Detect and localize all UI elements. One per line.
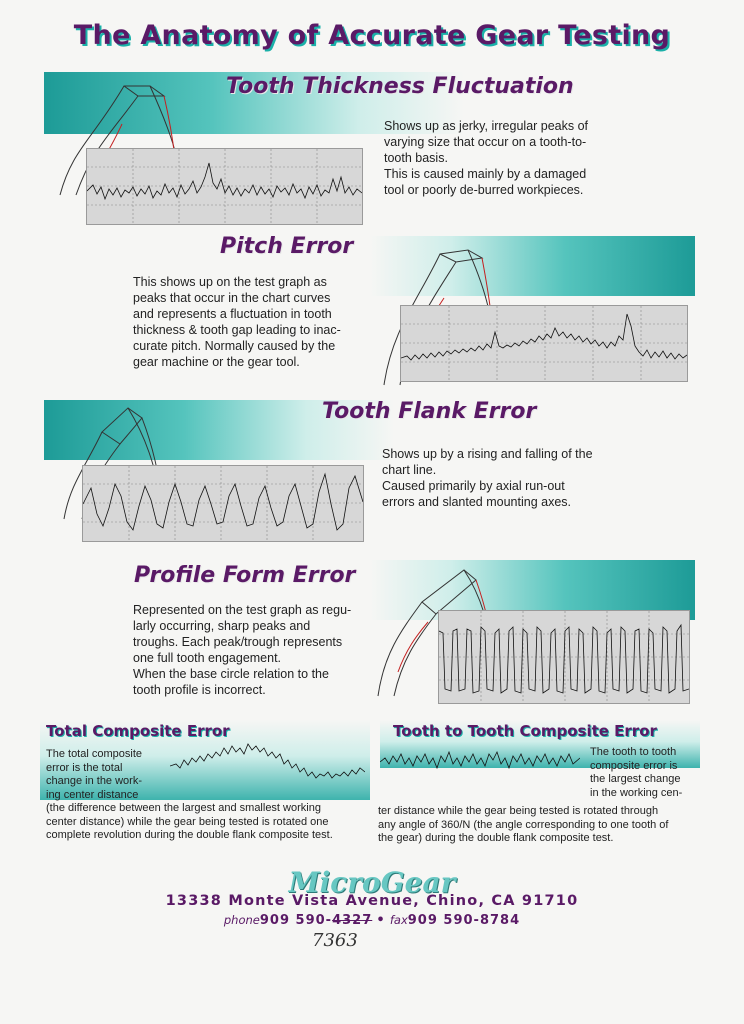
separator: •	[376, 913, 386, 928]
section-description	[133, 274, 341, 370]
section-description-long	[378, 805, 669, 846]
description-line: Caused primarily by axial run-out	[382, 479, 565, 493]
description-line: composite error is	[590, 759, 678, 772]
phone-label: phone	[223, 913, 260, 927]
contact-line	[0, 913, 744, 928]
description-line: larly occurring, sharp peaks and	[133, 619, 311, 633]
description-line: chart line.	[382, 463, 437, 477]
page-title: The Anatomy of Accurate Gear Testing	[73, 20, 671, 51]
description-line: Shows up as jerky, irregular peaks of	[384, 119, 589, 133]
test-graph	[438, 610, 690, 704]
description-line: This is caused mainly by a damaged	[384, 167, 587, 181]
handwritten-note: 7363	[312, 930, 358, 951]
description-line: thickness & tooth gap leading to inac-	[133, 323, 341, 337]
description-line: This shows up on the test graph as	[133, 275, 327, 289]
description-line: center distance) while the gear being tested is rotated one	[46, 815, 329, 828]
description-line: peaks that occur in the chart curves	[133, 291, 331, 305]
description-line: ing center distance	[46, 788, 139, 801]
phone-struck-digits: 4327	[332, 913, 373, 928]
section-description	[382, 446, 593, 510]
description-line: the largest change	[590, 773, 681, 785]
description-line: the gear) during the double flank composite test.	[378, 832, 614, 844]
phone-number: 909 590-	[259, 913, 333, 928]
section-heading: Tooth to Tooth Composite Error	[393, 722, 657, 740]
description-line: curate pitch. Normally caused by the	[133, 339, 336, 353]
section-description	[46, 748, 333, 843]
section-description	[384, 118, 588, 198]
fax-label: fax	[389, 913, 408, 927]
description-line: and represents a fluctuation in tooth	[133, 307, 332, 321]
company-logo: MicroGear	[288, 866, 456, 899]
company-address: 13338 Monte Vista Avenue, Chino, CA 91710	[165, 893, 579, 909]
description-line: tooth basis.	[384, 151, 448, 165]
section-heading: Tooth Flank Error	[322, 399, 537, 424]
description-line: When the base circle relation to the	[133, 667, 329, 681]
description-line: troughs. Each peak/trough represents	[133, 635, 343, 649]
fax-number: 909 590-8784	[407, 913, 521, 928]
description-line: one full tooth engagement.	[133, 651, 282, 665]
description-line: any angle of 360/N (the angle corresponding to one tooth of	[378, 818, 669, 831]
description-line: varying size that occur on a tooth-to-	[384, 135, 587, 149]
section-heading: Total Composite Error	[46, 722, 230, 740]
section-description	[133, 602, 351, 698]
section-heading: Tooth Thickness Fluctuation	[226, 74, 574, 99]
test-graph	[82, 465, 364, 542]
test-graph	[86, 148, 363, 225]
section-heading: Pitch Error	[220, 234, 354, 259]
description-line: error is the total	[46, 761, 123, 774]
test-graph	[400, 305, 688, 382]
section-heading: Profile Form Error	[134, 563, 356, 588]
description-line: ter distance while the gear being tested is rotated through	[378, 805, 659, 817]
description-line: tooth profile is incorrect.	[133, 683, 266, 697]
description-line: errors and slanted mounting axes.	[382, 495, 571, 509]
description-line: gear machine or the gear tool.	[133, 355, 300, 369]
description-line: The tooth to tooth	[590, 746, 677, 758]
description-line: in the working cen-	[590, 786, 683, 799]
description-line: Represented on the test graph as regu-	[133, 603, 352, 617]
description-line: The total composite	[46, 748, 142, 760]
description-line: Shows up by a rising and falling of the	[382, 447, 593, 461]
description-line: complete revolution during the double flank composite test.	[46, 829, 333, 841]
description-line: tool or poorly de-burred workpieces.	[384, 183, 584, 197]
description-line: change in the work-	[46, 775, 142, 787]
section-description-short	[590, 746, 682, 800]
composite-trace	[380, 742, 580, 776]
description-line: (the difference between the largest and smallest working	[46, 802, 321, 814]
